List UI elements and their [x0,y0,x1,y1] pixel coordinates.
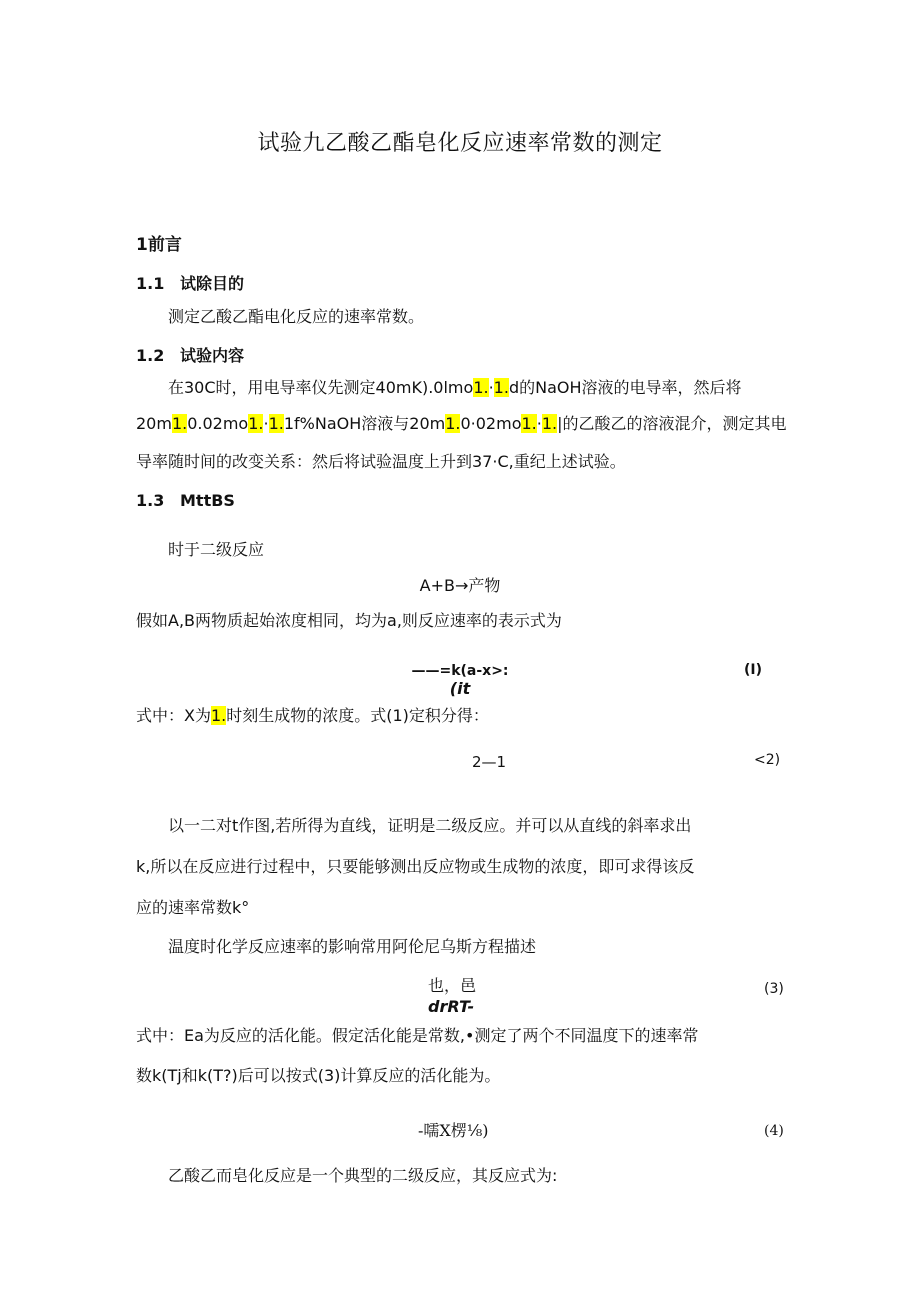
text-run: 0.02mo [187,414,249,433]
equation-3-bottom: drRT- [428,997,475,1016]
equation-4-number: (4) [764,1123,784,1139]
highlighted-text: 1. [473,378,489,397]
assumption-paragraph: 假如A,B两物质起始浓度相同，均为a,则反应速率的表示式为 [136,611,562,630]
section-label: 试除目的 [180,274,245,293]
activation-paragraph-line-1: 式中：Ea为反应的活化能。假定活化能是常数,•测定了两个不同温度下的速率常 [136,1026,699,1045]
last-paragraph: 乙酸乙而皂化反应是一个典型的二级反应，其反应式为: [168,1166,558,1185]
text-run: d的NaOH溶液的电导率，然后将 [508,378,742,397]
equation-2: 2—1 [472,753,507,771]
text-run: · [536,414,542,433]
text-run: 0·02mo [460,414,522,433]
text-run: · [488,378,494,397]
plot-paragraph-line-1: 以一二对t作图,若所得为直线，证明是二级反应。并可以从直线的斜率求出 [168,816,692,835]
equation-4: -嚅X楞⅛) [418,1121,489,1140]
section-heading-1-1 [136,271,244,294]
text-run: 1f%NaOH溶液与20m [283,414,446,433]
highlighted-text: 1. [171,414,188,433]
equation-3-number: (3) [764,981,784,997]
temperature-paragraph: 温度时化学反应速率的影响常用阿伦尼乌斯方程描述 [168,937,537,956]
highlighted-text: 1. [210,706,227,725]
section-label: MttBS [180,491,235,510]
text-run: |的乙酸乙的溶液混介，测定其电 [557,414,787,433]
text-run: · [263,414,269,433]
section-label: 试验内容 [180,346,245,365]
highlighted-text: 1. [493,378,509,397]
plot-paragraph-line-3: 应的速率常数k° [136,898,250,917]
activation-paragraph-line-2: 数k(Tj和k(T?)后可以按式(3)计算反应的活化能为。 [136,1066,501,1085]
highlighted-text: 1. [248,414,264,433]
second-order-paragraph: 时于二级反应 [168,540,265,559]
highlighted-text: 1. [445,414,461,433]
section-heading-1-3 [136,491,235,510]
reaction-equation: A+B→产物 [419,576,501,595]
section-heading-1-2 [136,343,244,366]
highlighted-text: 1. [541,414,558,433]
section-number: 1.1 [136,274,165,293]
section-heading-1: 1前言 [136,235,182,255]
content-line-1 [168,378,742,398]
text-run: 时刻生成物的浓度。式(1)定积分得： [226,706,489,725]
document-title: 试验九乙酸乙酯皂化反应速率常数的测定 [257,131,663,156]
text-run: 在30C时，用电导率仪先测定40mK).0lmo [168,378,474,397]
plot-paragraph-line-2: k,所以在反应进行过程中，只要能够测出反应物或生成物的浓度，即可求得该反 [136,857,695,876]
purpose-paragraph: 测定乙酸乙酯电化反应的速率常数。 [168,307,425,326]
highlighted-text: 1. [268,414,284,433]
content-line-3: 导率随时间的改变关系：然后将试验温度上升到37·C,重纪上述试验。 [136,452,626,471]
highlighted-text: 1. [521,414,537,433]
text-run: 式中：X为 [136,706,211,725]
where-paragraph-1 [136,706,489,726]
equation-1-number: (I) [744,662,763,678]
text-run: 20m [136,414,172,433]
equation-1-top: ——=k(a-x>: [411,663,509,679]
section-number: 1.3 [136,491,165,510]
equation-2-number: <2) [754,752,781,768]
equation-1-bottom: (it [449,679,471,698]
content-line-2 [136,414,787,434]
section-number: 1.2 [136,346,165,365]
equation-3-top: 也，邑 [428,976,477,995]
